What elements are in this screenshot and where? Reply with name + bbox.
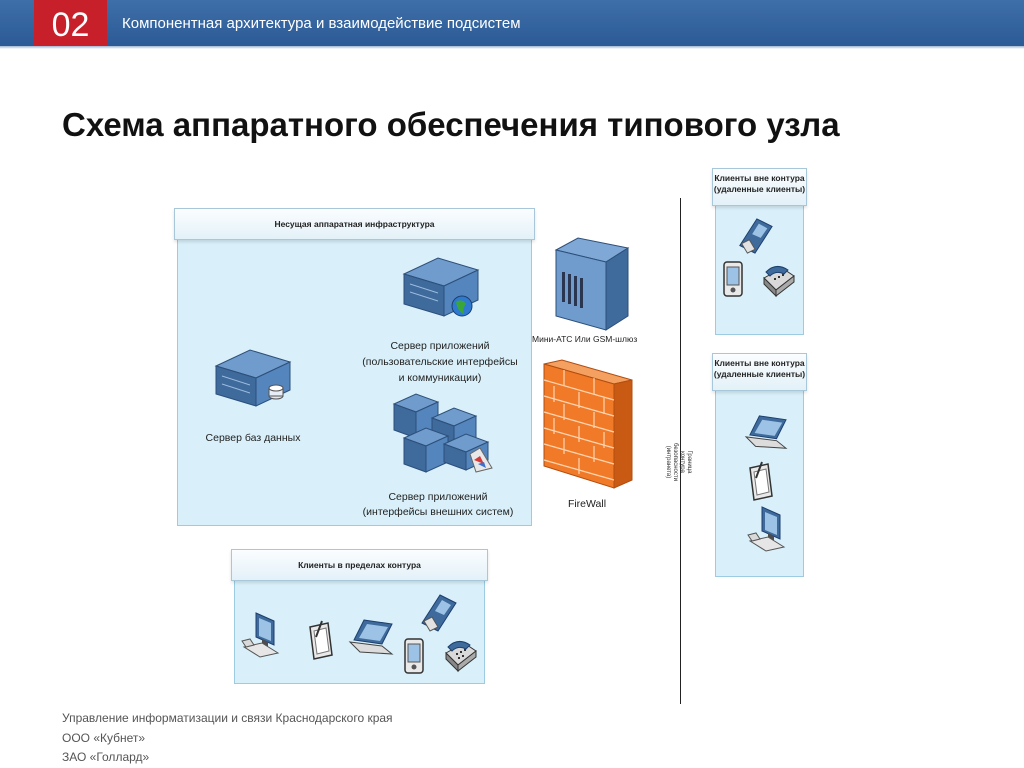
- tablet-icon: [306, 619, 334, 661]
- boundary-label-line-3: безопасности: [672, 443, 678, 481]
- pda-icon: [402, 636, 426, 676]
- firewall-label: FireWall: [567, 498, 607, 510]
- remote-desk-phone-icon: [760, 262, 796, 298]
- remote-clients-2-title-line-2: (удаленные клиенты): [713, 369, 806, 379]
- remote-clients-2-title-line-1: Клиенты вне контура: [714, 358, 805, 368]
- laptop-icon: [348, 618, 396, 660]
- app-server-external-label-1: Сервер приложений: [388, 491, 488, 503]
- section-title: Компонентная архитектура и взаимодействие подсистем: [122, 15, 521, 32]
- banner-shadow: [0, 46, 1024, 49]
- page-title: Схема аппаратного обеспечения типового узла: [62, 106, 840, 143]
- boundary-label-line-1: Граница: [686, 450, 692, 474]
- remote-mobile-phone-icon: [736, 217, 774, 255]
- app-server-ui-label-3: и коммуникации): [398, 372, 482, 384]
- pbx-gateway-label: Мини-АТС Или GSM-шлюз: [532, 334, 638, 344]
- app-server-ui-icon: [398, 256, 482, 322]
- security-boundary-label: [664, 412, 692, 512]
- database-server-icon: [210, 348, 294, 410]
- footer-line-1: Управление информатизации и связи Краснодарского края: [62, 711, 393, 725]
- desktop-computer-icon: [238, 611, 284, 659]
- mobile-phone-icon: [418, 593, 458, 633]
- remote-desktop-computer-icon: [744, 505, 790, 553]
- slide-number: 02: [34, 0, 107, 46]
- footer-line-2: ООО «Кубнет»: [62, 731, 146, 745]
- app-server-external-label-2: (интерфейсы внешних систем): [362, 506, 514, 518]
- boundary-label-line-2: контура: [679, 451, 685, 473]
- boundary-label-line-4: (интранета): [665, 445, 671, 479]
- app-server-ui-label-2: (пользовательские интерфейсы: [362, 356, 518, 368]
- footer-line-3: ЗАО «Голлард»: [62, 750, 150, 764]
- remote-clients-1-title-line-1: Клиенты вне контура: [714, 173, 805, 183]
- remote-clients-2-title: [712, 353, 807, 391]
- desk-phone-icon: [442, 637, 478, 673]
- remote-clients-1-title: [712, 168, 807, 206]
- remote-clients-1-title-line-2: (удаленные клиенты): [713, 184, 806, 194]
- remote-pda-icon: [721, 259, 745, 299]
- app-server-external-icon: [390, 390, 498, 480]
- infrastructure-panel-title: Несущая аппаратная инфраструктура: [174, 208, 535, 240]
- remote-tablet-icon: [746, 460, 774, 502]
- clients-inside-title: Клиенты в пределах контура: [231, 549, 488, 581]
- database-server-label: Сервер баз данных: [205, 432, 301, 444]
- pbx-gateway-icon: [552, 236, 632, 332]
- remote-laptop-icon: [744, 414, 790, 454]
- firewall-icon: [544, 360, 634, 490]
- app-server-ui-label-1: Сервер приложений: [390, 340, 490, 352]
